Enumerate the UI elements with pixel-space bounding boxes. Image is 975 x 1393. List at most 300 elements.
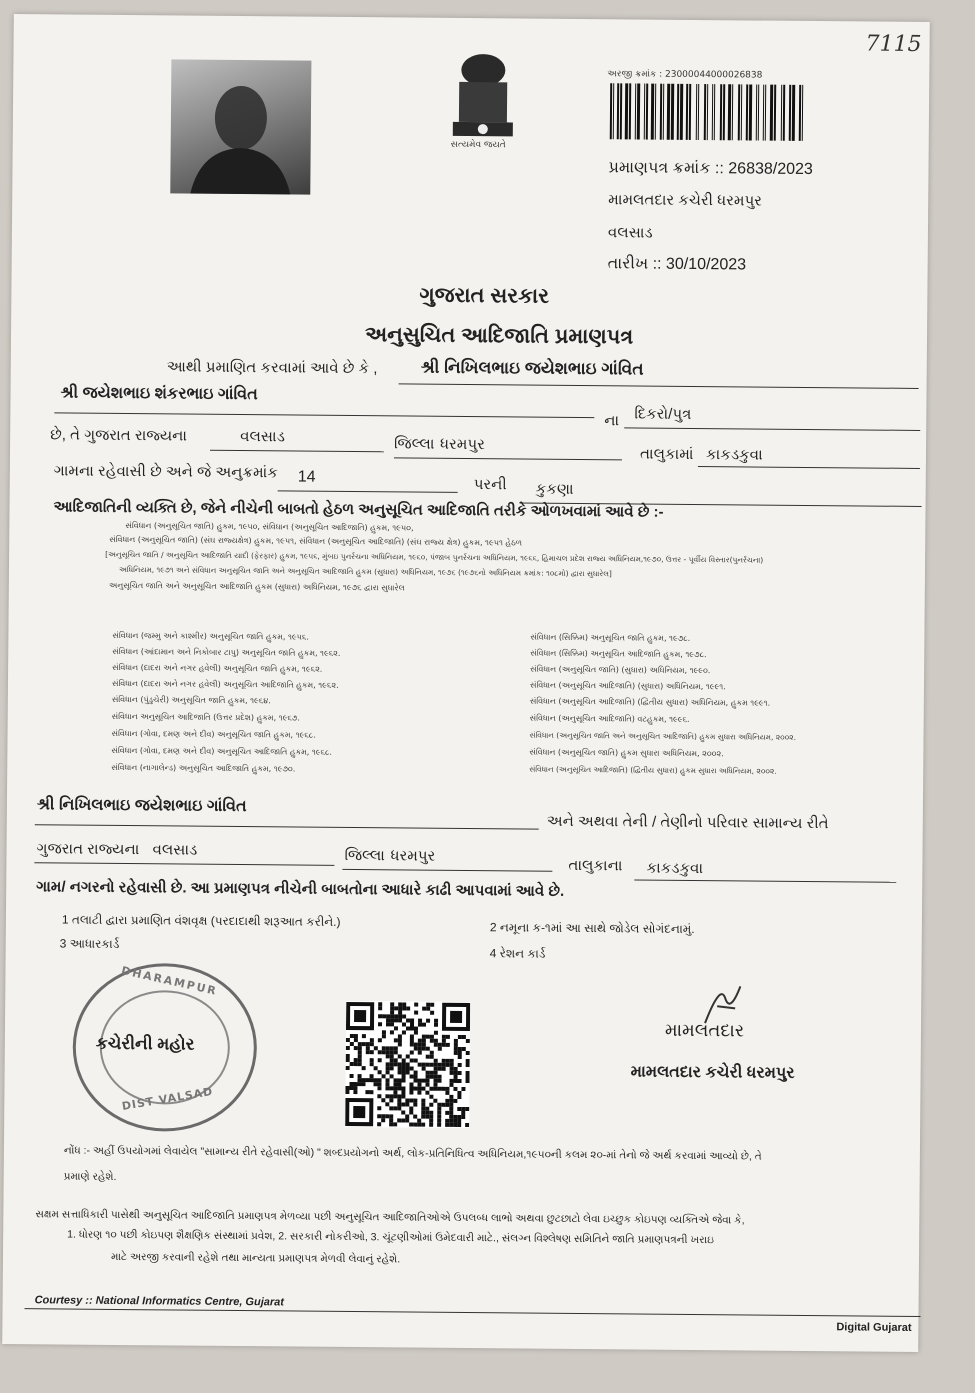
qr-module [454, 1043, 458, 1047]
qr-module [421, 1087, 425, 1091]
qr-module [354, 1038, 358, 1042]
qr-module [362, 1034, 366, 1038]
qr-module [378, 1038, 382, 1042]
qr-module [430, 1039, 434, 1043]
qr-module [449, 1107, 453, 1111]
qr-module [450, 1063, 454, 1067]
qr-module [422, 1035, 426, 1039]
resident-text: ગામના રહેવાસી છે અને જે અનુક્રમાંક [53, 462, 278, 482]
qr-module [377, 1114, 381, 1118]
taluka-label: તાલુકામાં [639, 445, 694, 463]
qr-module [449, 1083, 453, 1087]
qr-module [386, 1050, 390, 1054]
qr-module [386, 1022, 390, 1026]
qr-module [454, 1051, 458, 1055]
qr-module [401, 1110, 405, 1114]
qr-module [414, 1059, 418, 1063]
qr-module [350, 1034, 354, 1038]
qr-module [422, 1079, 426, 1083]
qr-module [418, 1051, 422, 1055]
district-value-2: વલસાડ [152, 841, 198, 859]
qr-module [425, 1115, 429, 1119]
qr-module [406, 1054, 410, 1058]
provision-left: સંવિધાન અનુસૂચિત આદિજાતિ (ઉત્તર પ્રદેશ) હુકમ, ૧૯૬૭. [111, 711, 300, 723]
qr-module [378, 1058, 382, 1062]
qr-module [397, 1082, 401, 1086]
qr-module [358, 1046, 362, 1050]
qr-module [377, 1122, 381, 1126]
qr-module [406, 1026, 410, 1030]
qr-module [462, 1035, 466, 1039]
qr-module [406, 1018, 410, 1022]
qr-module [349, 1086, 353, 1090]
qr-module [353, 1082, 357, 1086]
qr-module [450, 1067, 454, 1071]
provision-line: સંવિધાન (અનુસૂચિત જાતિ) (સંઘ રાજ્યક્ષેત્ર) હુકમ, ૧૯૫૧, સંવિધાન (અનુસૂચિત આદિજાતિ) (સંઘ રાજ્ય ક્ષેત્ર) હુકમ, ૧૯૫૧ હેઠળ [109, 534, 523, 548]
qr-module [366, 1042, 370, 1046]
qr-module [409, 1083, 413, 1087]
qr-module [458, 1051, 462, 1055]
qr-module [438, 1067, 442, 1071]
qr-module [441, 1103, 445, 1107]
qr-module [366, 1046, 370, 1050]
qr-module [397, 1098, 401, 1102]
qr-module [453, 1123, 457, 1127]
qr-module [406, 1066, 410, 1070]
underline [34, 862, 334, 866]
issue-date: તારીખ :: 30/10/2023 [607, 255, 747, 274]
underline [698, 466, 920, 469]
qr-module [414, 1075, 418, 1079]
qr-module [450, 1059, 454, 1063]
qr-module [414, 1071, 418, 1075]
qr-module [386, 1014, 390, 1018]
barcode-bar [667, 84, 670, 140]
qr-module [421, 1111, 425, 1115]
qr-module [397, 1094, 401, 1098]
qr-module [430, 1011, 434, 1015]
qr-module [378, 1014, 382, 1018]
qr-module [370, 1050, 374, 1054]
qr-module [457, 1115, 461, 1119]
qr-module [382, 1030, 386, 1034]
qr-module [385, 1082, 389, 1086]
qr-module [453, 1119, 457, 1123]
qr-module [413, 1087, 417, 1091]
qr-module [398, 1066, 402, 1070]
qr-module [393, 1086, 397, 1090]
qr-module [445, 1091, 449, 1095]
barcode-bar [749, 84, 752, 140]
qr-module [374, 1078, 378, 1082]
qr-module [390, 1002, 394, 1006]
qr-module [398, 1062, 402, 1066]
father-name: શ્રી જયેશભાઇ શંકરભાઇ ગાંવિત [60, 384, 258, 404]
qr-module [390, 1030, 394, 1034]
qr-module [397, 1086, 401, 1090]
handwritten-number: 7115 [865, 31, 922, 57]
jilla-label-2: જિલ્લા [344, 846, 385, 865]
qr-module [434, 1019, 438, 1023]
qr-module [410, 1051, 414, 1055]
qr-module [374, 1046, 378, 1050]
qr-module [381, 1098, 385, 1102]
qr-module [429, 1111, 433, 1115]
taluka-value: કાકડકુવા [705, 446, 763, 464]
qr-module [402, 1022, 406, 1026]
provision-right: સંવિધાન (અનુસૂચિત જાતિ અને અનુસૂચિત આદિજાતિ) હુકમ સુધારા અધિનિયમ, ૨૦૦૨. [529, 730, 797, 742]
qr-module [414, 1011, 418, 1015]
qr-module [381, 1118, 385, 1122]
underline [634, 879, 896, 882]
qr-module [454, 1039, 458, 1043]
qr-module [390, 1010, 394, 1014]
qr-module [353, 1090, 357, 1094]
qr-module [457, 1119, 461, 1123]
qr-module [449, 1119, 453, 1123]
qr-module [346, 1066, 350, 1070]
document-title: અનુસુચિત આદિજાતિ પ્રમાણપત્ર [364, 323, 634, 349]
qr-module [425, 1107, 429, 1111]
qr-module [382, 1034, 386, 1038]
qr-module [394, 1078, 398, 1082]
qr-module [466, 1051, 470, 1055]
provision-line: સંવિધાન (અનુસૂચિત જાતિ) હુકમ, ૧૯૫૦, સંવિધાન (અનુસૂચિત આદિજાતિ) હુકમ, ૧૯૫૦, [125, 521, 414, 533]
qr-module [386, 1054, 390, 1058]
qr-module [441, 1087, 445, 1091]
qr-module [449, 1099, 453, 1103]
qr-module [461, 1107, 465, 1111]
qr-module [370, 1058, 374, 1062]
provision-right: સંવિધાન (અનુસૂચિત આદિજાતિ) (દ્વિતીય સુધારા) અધિનિયમ, હુકમ ૧૯૯૧. [529, 696, 771, 708]
qr-module [393, 1122, 397, 1126]
qr-module [394, 1038, 398, 1042]
qr-module [445, 1111, 449, 1115]
qr-module [378, 1002, 382, 1006]
qr-module [410, 1023, 414, 1027]
qr-module [398, 1034, 402, 1038]
qr-module [434, 1059, 438, 1063]
qr-module [413, 1115, 417, 1119]
qr-module [437, 1087, 441, 1091]
applicant-photo [170, 59, 311, 194]
qr-module [457, 1107, 461, 1111]
qr-module [417, 1091, 421, 1095]
qr-module [406, 1062, 410, 1066]
qr-module [410, 1059, 414, 1063]
qr-module [345, 1090, 349, 1094]
jilla-label: જિલ્લા [394, 435, 435, 453]
qr-module [461, 1115, 465, 1119]
qr-module [378, 1078, 382, 1082]
qr-module [358, 1042, 362, 1046]
qr-module [389, 1094, 393, 1098]
qr-module [445, 1087, 449, 1091]
qr-finder [450, 1011, 462, 1023]
qr-module [350, 1074, 354, 1078]
state-text-2: ગુજરાત રાજ્યના [36, 840, 140, 859]
provision-left: સંવિધાન (જમ્મુ અને કાશ્મીર) અનુસૂચિત જાતિ હુકમ, ૧૯૫૬. [112, 630, 309, 642]
qr-module [425, 1091, 429, 1095]
qr-module [418, 1043, 422, 1047]
qr-module [409, 1123, 413, 1127]
qr-module [457, 1091, 461, 1095]
qr-module [386, 1070, 390, 1074]
qr-module [405, 1118, 409, 1122]
barcode-bar [651, 84, 654, 140]
qr-module [437, 1119, 441, 1123]
qr-module [389, 1086, 393, 1090]
qr-module [373, 1082, 377, 1086]
provision-left: સંવિધાન (ગોવા, દમણ અને દીવ) અનુસૂચિત આદિજાતિ હુકમ, ૧૯૬૮. [111, 745, 333, 757]
qr-module [465, 1123, 469, 1127]
qr-module [434, 1075, 438, 1079]
basis-text: ગામ/ નગરનો રહેવાસી છે. આ પ્રમાણપત્ર નીચેની બાબતોના આધારે કાઢી આપવામાં આવે છે. [36, 878, 565, 900]
national-emblem-icon [443, 48, 524, 145]
provision-left: સંવિધાન (ગોવા, દમણ અને દીવ) અનુસૂચિત જાતિ હુકમ, ૧૯૬૮. [111, 728, 316, 740]
qr-module [406, 1070, 410, 1074]
qr-module [397, 1106, 401, 1110]
qr-module [358, 1058, 362, 1062]
barcode-bar [770, 85, 773, 141]
qr-module [466, 1039, 470, 1043]
provision-left: સંવિધાન (આંદામાન અને નિકોબાર ટાપુ) અનુસૂચિત જાતિ હુકમ, ૧૯૬૨. [112, 646, 341, 658]
qr-module [418, 1047, 422, 1051]
qr-module [426, 1047, 430, 1051]
qr-module [414, 1027, 418, 1031]
qr-module [413, 1103, 417, 1107]
qr-module [410, 1035, 414, 1039]
qr-module [466, 1071, 470, 1075]
qr-module [421, 1115, 425, 1119]
qr-module [386, 1018, 390, 1022]
underline [210, 450, 384, 453]
qr-module [437, 1123, 441, 1127]
qr-module [398, 1054, 402, 1058]
qr-module [393, 1094, 397, 1098]
qr-module [390, 1074, 394, 1078]
qr-module [426, 1063, 430, 1067]
qr-module [385, 1102, 389, 1106]
provision-right: સંવિધાન (અનુસૂચિત આદિજાતિ) (દ્વિતીય સુધારા) હુકમ સુધારા અધિનિયમ, ૨૦૦૨. [529, 764, 777, 776]
qr-module [421, 1107, 425, 1111]
provision-right: સંવિધાન (અનુસૂચિત જાતિ) હુકમ સુધારા અધિનિયમ, ૨૦૦૨. [529, 747, 724, 759]
certificate-page [2, 14, 930, 1352]
barcode-bar [680, 84, 683, 140]
qr-module [449, 1123, 453, 1127]
document-item: 3 આધારકાર્ડ [59, 936, 120, 951]
qr-module [394, 1026, 398, 1030]
qr-module [426, 1055, 430, 1059]
barcode-bar [625, 83, 628, 139]
qr-module [377, 1106, 381, 1110]
qr-module [370, 1062, 374, 1066]
qr-module [402, 1074, 406, 1078]
qr-module [437, 1107, 441, 1111]
underline [624, 427, 920, 431]
qr-module [426, 1079, 430, 1083]
seal-bottom-text: DIST VALSAD [120, 1084, 215, 1113]
qr-module [402, 1058, 406, 1062]
qr-module [422, 1043, 426, 1047]
qr-module [438, 1063, 442, 1067]
provision-right: સંવિધાન (સિક્કિમ) અનુસૂચિત આદિજાતિ હુકમ, ૧૯૭૮. [530, 648, 707, 660]
authority-line: 1. ધોરણ ૧૦ પછી કોઇપણ શૈક્ષણિક સંસ્થામાં પ્રવેશ, 2. સરકારી નોકરીઓ, 3. ચૂંટણીઓમાં ઉમેદવારી માટે., સંલગ્ન વિશ્લેષણ સમિતિને જાતિ પ્રમાણપત્રની ખરાઇ [67, 1228, 714, 1247]
qr-module [402, 1078, 406, 1082]
qr-module [401, 1090, 405, 1094]
qr-module [350, 1062, 354, 1066]
qr-module [357, 1082, 361, 1086]
district-value: વલસાડ [240, 428, 285, 446]
qr-module [374, 1066, 378, 1070]
qr-module [466, 1063, 470, 1067]
qr-module [418, 1039, 422, 1043]
qr-module [422, 1039, 426, 1043]
qr-module [422, 1007, 426, 1011]
qr-module [458, 1055, 462, 1059]
qr-module [437, 1103, 441, 1107]
qr-module [442, 1067, 446, 1071]
qr-module [402, 1062, 406, 1066]
qr-module [366, 1050, 370, 1054]
qr-module [454, 1079, 458, 1083]
qr-module [414, 1047, 418, 1051]
qr-module [426, 1019, 430, 1023]
seal-top-text: DHARAMPUR [120, 963, 219, 998]
qr-module [390, 1062, 394, 1066]
qr-module [401, 1086, 405, 1090]
qr-module [438, 1075, 442, 1079]
qr-module [398, 1002, 402, 1006]
qr-module [429, 1123, 433, 1127]
qr-module [389, 1114, 393, 1118]
qr-module [405, 1114, 409, 1118]
qr-module [398, 1078, 402, 1082]
qr-module [446, 1035, 450, 1039]
qr-module [458, 1035, 462, 1039]
qr-module [434, 1031, 438, 1035]
qr-finder [354, 1010, 366, 1022]
provision-right: સંવિધાન (સિક્કિમ) અનુસૂચિત જાતિ હુકમ, ૧૯૭૮. [530, 632, 691, 643]
qr-module [346, 1038, 350, 1042]
qr-module [409, 1091, 413, 1095]
qr-module [429, 1115, 433, 1119]
qr-module [434, 1071, 438, 1075]
provision-left: સંવિધાન (નાગાલેન્ડ) અનુસૂચિત આદિજાતિ હુકમ, ૧૯૭૦. [111, 762, 296, 774]
signatory-office: મામલતદાર કચેરી ધરમપુર [630, 1063, 795, 1082]
provision-left: સંવિધાન (દાદરા અને નગર હવેલી) અનુસૂચિત જાતિ હુકમ, ૧૯૬૨. [112, 662, 323, 674]
qr-module [414, 1079, 418, 1083]
qr-module [453, 1099, 457, 1103]
qr-module [390, 1018, 394, 1022]
qr-module [430, 1055, 434, 1059]
qr-module [354, 1062, 358, 1066]
qr-module [449, 1111, 453, 1115]
qr-module [453, 1115, 457, 1119]
qr-module [381, 1114, 385, 1118]
qr-module [405, 1102, 409, 1106]
qr-module [394, 1006, 398, 1010]
qr-module [433, 1087, 437, 1091]
qr-module [354, 1058, 358, 1062]
document-item: 4 રેશન કાર્ડ [489, 946, 546, 961]
qr-module [429, 1087, 433, 1091]
provision-right: સંવિધાન (અનુસૂચિત જાતિ) (સુધારા) અધિનિયમ, ૧૯૯૦. [530, 664, 711, 676]
qr-module [433, 1099, 437, 1103]
qr-module [458, 1071, 462, 1075]
qr-module [370, 1078, 374, 1082]
qr-module [434, 1039, 438, 1043]
qr-module [389, 1106, 393, 1110]
qr-module [346, 1046, 350, 1050]
qr-module [346, 1054, 350, 1058]
underline [54, 412, 594, 418]
qr-module [345, 1086, 349, 1090]
qr-module [382, 1046, 386, 1050]
relation: દિકરો/પુત્ર [634, 405, 692, 423]
qr-module [453, 1087, 457, 1091]
taluka-value-2: કાકડકુવા [646, 859, 704, 878]
qr-module [445, 1119, 449, 1123]
qr-module [450, 1071, 454, 1075]
qr-module [430, 1035, 434, 1039]
qr-module [434, 1043, 438, 1047]
emblem-motto: સત્યમેવ જયતે [450, 139, 506, 151]
barcode-bar [792, 85, 795, 141]
qr-module [454, 1075, 458, 1079]
qr-module [386, 1062, 390, 1066]
qr-module [350, 1042, 354, 1046]
qr-module [385, 1086, 389, 1090]
footer-divider [25, 1308, 921, 1317]
qr-module [410, 1067, 414, 1071]
jilla-value: ધરમપુર [440, 435, 485, 454]
qr-module [394, 1062, 398, 1066]
qr-module [354, 1046, 358, 1050]
provision-right: સંવિધાન (અનુસૂચિત આદિજાતિ) વટહુકમ, ૧૯૯૬. [529, 713, 690, 724]
qr-module [394, 1018, 398, 1022]
qr-module [446, 1059, 450, 1063]
qr-module [393, 1090, 397, 1094]
na-label: ના [604, 412, 620, 430]
qr-module [422, 1047, 426, 1051]
qr-module [401, 1118, 405, 1122]
qr-module [465, 1107, 469, 1111]
qr-code [345, 1001, 470, 1128]
qr-module [434, 1063, 438, 1067]
provision-left: સંવિધાન (દાદરા અને નગર હવેલી) અનુસૂચિત આદિજાતિ હુકમ, ૧૯૬૨. [111, 678, 339, 690]
qr-module [457, 1095, 461, 1099]
certificate-number: પ્રમાણપત્ર ક્રમાંક :: 26838/2023 [608, 159, 813, 179]
issuing-district: વલસાડ [607, 224, 653, 242]
qr-module [417, 1083, 421, 1087]
qr-module [442, 1059, 446, 1063]
qr-module [398, 1018, 402, 1022]
qr-module [390, 1050, 394, 1054]
qr-module [430, 1071, 434, 1075]
qr-module [429, 1103, 433, 1107]
note-line: નોંધ :- અહીં ઉપયોગમાં લેવાયેલ "સામાન્ય રીતે રહેવાસી(ઓ) " શબ્દપ્રયોગનો અર્થ, લોક-પ્રતિનિધિત્વ અધિનિયમ,૧૯૫૦ની કલમ ૨૦-માં તેનો જે અર્થ કરવામાં આવ્યો છે, તે [63, 1144, 762, 1163]
qr-module [358, 1078, 362, 1082]
qr-module [346, 1058, 350, 1062]
qr-module [377, 1086, 381, 1090]
qr-module [369, 1090, 373, 1094]
qr-module [366, 1078, 370, 1082]
qr-module [394, 1014, 398, 1018]
signatory-title: મામલતદાર [664, 1019, 745, 1041]
qr-module [433, 1083, 437, 1087]
qr-module [402, 1030, 406, 1034]
